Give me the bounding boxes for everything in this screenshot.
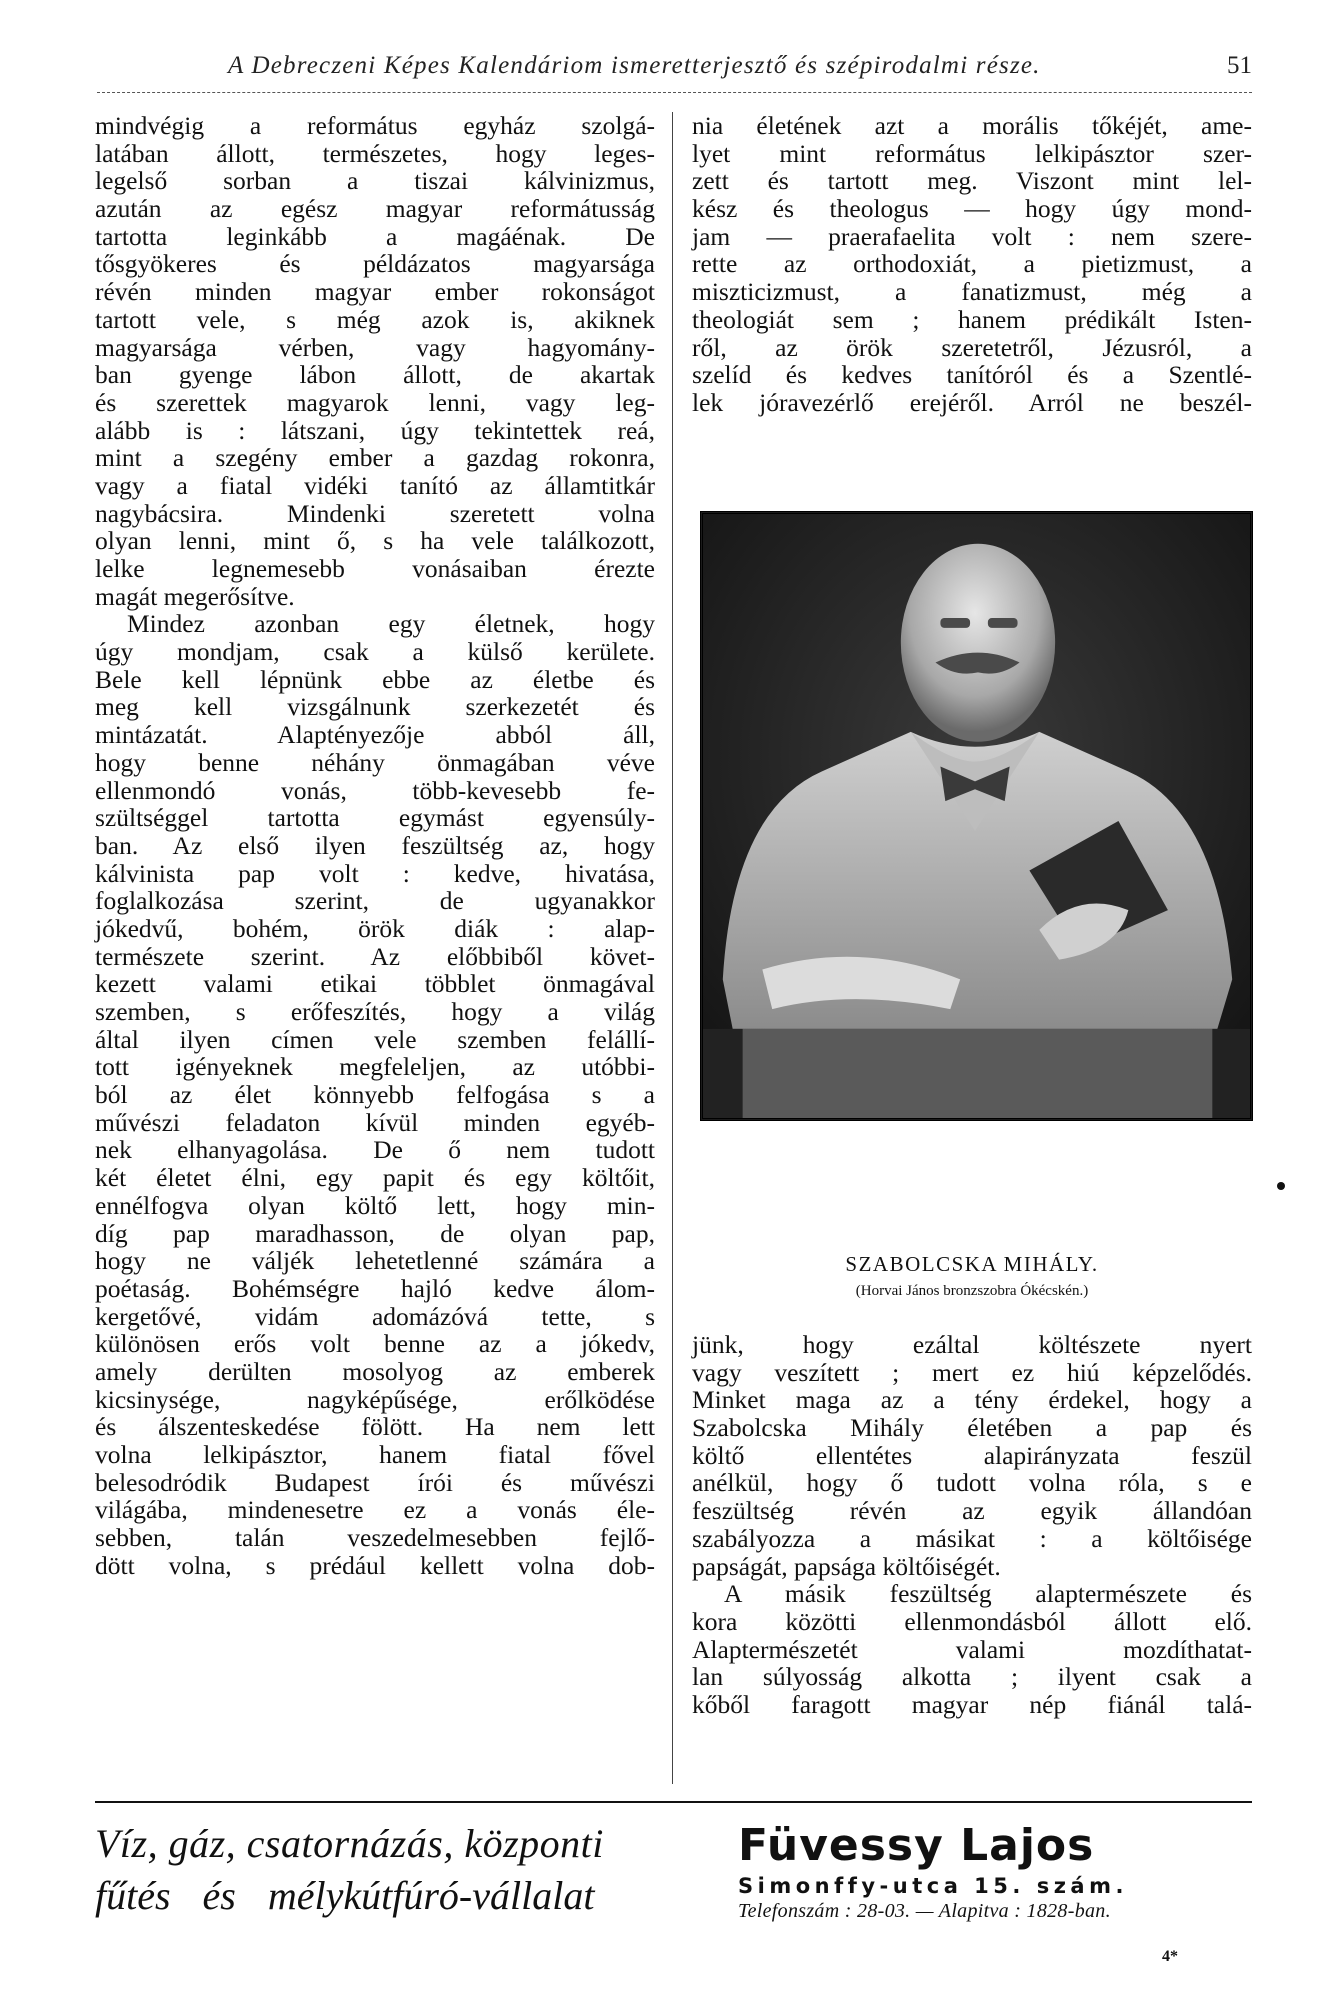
text-line: Bele kell lépnünk ebbe az életbe és (95, 664, 655, 694)
ad-company-name: Füvessy Lajos (738, 1820, 1095, 1871)
text-line: tartotta leginkább a magáénak. De (95, 221, 655, 251)
text-line: Alaptermészetét valami mozdíthatat- (692, 1634, 1252, 1664)
text-line: kergetővé, vidám adomázóvá tette, s (95, 1301, 655, 1331)
left-text-column (95, 112, 655, 1579)
text-line: ről, az örök szeretetről, Jézusról, a (692, 332, 1252, 362)
text-line: tott igényeknek megfeleljen, az utóbbi- (95, 1052, 655, 1082)
text-line: ellenmondó vonás, több-kevesebb fe- (95, 775, 655, 805)
text-line: mintázatát. Alaptényezője abból áll, (95, 720, 655, 750)
page-number: 51 (1227, 52, 1252, 79)
text-line: jókedvű, bohém, örök diák : alap- (95, 913, 655, 943)
text-line: kora közötti ellenmondásból állott elő. (692, 1606, 1252, 1636)
text-line: latában állott, természetes, hogy leges- (95, 138, 655, 168)
text-line: nagybácsira. Mindenki szeretett volna (95, 498, 655, 528)
text-line: mint a szegény ember a gazdag rokonra, (95, 443, 655, 473)
text-line: kőből faragott magyar nép fiánál talá- (692, 1689, 1252, 1719)
text-line: nia életének azt a morális tőkéjét, ame- (692, 111, 1252, 140)
text-line: világába, mindenesetre ez a vonás éle- (95, 1495, 655, 1525)
text-line: tartott vele, s még azok is, akiknek (95, 304, 655, 334)
text-line: kész és theologus — hogy úgy mond- (692, 194, 1252, 224)
text-line: papságát, papsága költőiségét. (692, 1551, 1001, 1581)
text-line: lek jóravezérlő erejéről. Arról ne beszél- (692, 387, 1252, 417)
text-line: úgy mondjam, csak a külső kerülete. (95, 637, 655, 667)
text-line: szültséggel tartotta egymást egyensúly- (95, 803, 655, 833)
text-line: tősgyökeres és példázatos magyarsága (95, 249, 655, 279)
text-line: anélkül, hogy ő tudott volna róla, s e (692, 1468, 1252, 1498)
caption-subtitle: (Horvai János bronzszobra Ókécskén.) (855, 1283, 1089, 1299)
text-line: költő ellentétes alapirányzata feszül (692, 1440, 1252, 1470)
running-header-title: A Debreczeni Képes Kalendáriom ismeretterjesztő és szépirodalmi része. (228, 52, 1041, 79)
text-line: ban gyenge lábon állott, de akartak (95, 360, 655, 390)
text-line: és álszenteskedése fölött. Ha nem lett (95, 1412, 655, 1442)
advertisement-services (95, 1818, 695, 1922)
text-line: olyan lenni, mint ő, s ha vele találkozott, (95, 526, 655, 556)
text-line: jam — praerafaelita volt : nem szere- (692, 221, 1252, 251)
text-line: díg pap maradhasson, de olyan pap, (95, 1218, 655, 1248)
text-line: vagy a fiatal vidéki tanító az államtitkár (95, 470, 655, 500)
text-line: ból az élet könnyebb felfogása s a (95, 1080, 655, 1110)
text-line: A másik feszültség alaptermészete és (724, 1579, 1252, 1609)
text-line: két életet élni, egy papit és egy költőit, (95, 1163, 655, 1193)
text-line: Mindez azonban egy életnek, hogy (127, 609, 655, 639)
text-line: Minket maga az a tény érdekel, hogy a (692, 1385, 1252, 1415)
text-line: dött volna, s prédául kellett volna dob- (95, 1550, 655, 1580)
text-line: rette az orthodoxiát, a pietizmust, a (692, 249, 1252, 279)
text-line: által ilyen címen vele szemben felállí- (95, 1024, 655, 1054)
right-text-column-lower (692, 1331, 1252, 1719)
text-line: magát megerősítve. (95, 581, 295, 611)
advertisement-company (738, 1822, 1258, 1923)
ad-services-line-1: Víz, gáz, csatornázás, központi (95, 1821, 604, 1866)
text-line: lan súlyosság alkotta ; ilyent csak a (692, 1662, 1252, 1692)
text-line: foglalkozása szerint, de ugyanakkor (95, 886, 655, 916)
text-line: belesodródik Budapest írói és művészi (95, 1467, 655, 1497)
text-line: Szabolcska Mihály életében a pap és (692, 1413, 1252, 1443)
text-line: poétaság. Bohémségre hajló kedve álom- (95, 1273, 655, 1303)
text-line: mindvégig a református egyház szolgá- (95, 111, 655, 140)
text-line: hogy ne váljék lehetetlenné számára a (95, 1246, 655, 1276)
text-line: kezett valami etikai többlet önmagával (95, 969, 655, 999)
text-line: meg kell vizsgálnunk szerkezetét és (95, 692, 655, 722)
text-line: kálvinista pap volt : kedve, hivatása, (95, 858, 655, 888)
running-header (97, 52, 1252, 92)
portrait-photo (700, 511, 1253, 1121)
text-line: legelső sorban a tiszai kálvinizmus, (95, 166, 655, 196)
ad-services-line-2: fűtés és mélykútfúró-vállalat (95, 1873, 595, 1918)
ad-phone-founded: Telefonszám : 28-03. — Alapitva : 1828-ban. (738, 1900, 1111, 1922)
text-line: szabályozza a másikat : a költőisége (692, 1523, 1252, 1553)
text-line: és szerettek magyarok lenni, vagy leg- (95, 387, 655, 417)
text-line: kicsinysége, nagyképűsége, erőlködése (95, 1384, 655, 1414)
text-line: művészi feladaton kívül minden egyéb- (95, 1107, 655, 1137)
text-line: nek elhanyagolása. De ő nem tudott (95, 1135, 655, 1165)
text-line: jünk, hogy ezáltal költészete nyert (692, 1330, 1252, 1359)
header-rule (97, 92, 1252, 93)
text-line: amely derülten mosolyog az emberek (95, 1356, 655, 1386)
text-line: szelíd és kedves tanítóról és a Szentlé- (692, 360, 1252, 390)
text-line: azután az egész magyar reformátusság (95, 194, 655, 224)
text-line: ennélfogva olyan költő lett, hogy min- (95, 1190, 655, 1220)
caption-title: SZABOLCSKA MIHÁLY. (845, 1252, 1099, 1276)
right-text-column-upper (692, 112, 1252, 417)
text-line: alább is : látszani, úgy tekintettek reá, (95, 415, 655, 445)
print-speck (1277, 1182, 1285, 1190)
column-divider (672, 112, 673, 1784)
text-line: magyarsága vérben, vagy hagyomány- (95, 332, 655, 362)
ad-address: Simonffy-utca 15. szám. (738, 1874, 1128, 1898)
text-line: hogy benne néhány önmagában véve (95, 747, 655, 777)
text-line: különösen erős volt benne az a jókedv, (95, 1329, 655, 1359)
text-line: révén minden magyar ember rokonságot (95, 277, 655, 307)
text-line: feszültség révén az egyik állandóan (692, 1496, 1252, 1526)
advertisement-rule (95, 1801, 1252, 1803)
figure-caption (692, 1252, 1252, 1300)
text-line: vagy veszített ; mert ez hiú képzelődés. (692, 1357, 1252, 1387)
bust-image-icon (703, 514, 1250, 1118)
signature-mark: 4* (1162, 1948, 1178, 1965)
text-line: lyet mint református lelkipásztor szer- (692, 138, 1252, 168)
text-line: sebben, talán veszedelmesebben fejlő- (95, 1523, 655, 1553)
text-line: ban. Az első ilyen feszültség az, hogy (95, 830, 655, 860)
text-line: szemben, s erőfeszítés, hogy a világ (95, 997, 655, 1026)
text-line: zett és tartott meg. Viszont mint lel- (692, 166, 1252, 196)
text-line: theologiát sem ; hanem prédikált Isten- (692, 304, 1252, 334)
text-line: volna lelkipásztor, hanem fiatal fővel (95, 1440, 655, 1469)
text-line: lelke legnemesebb vonásaiban érezte (95, 554, 655, 583)
text-line: miszticizmust, a fanatizmust, még a (692, 277, 1252, 307)
text-line: természete szerint. Az előbbiből követ- (95, 941, 655, 971)
